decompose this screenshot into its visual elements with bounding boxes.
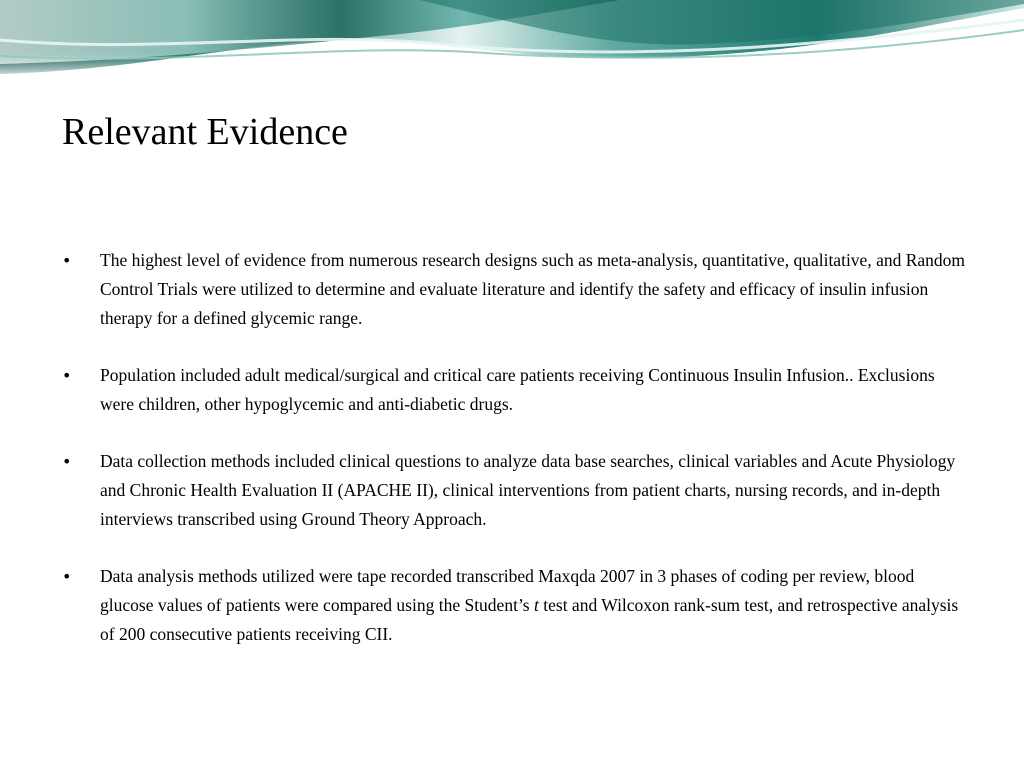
bullet-text-italic: t bbox=[534, 595, 539, 615]
bullet-text: Population included adult medical/surgical and critical care patients receiving Continuous Insulin Infusion.. Exclusions were children, other hypoglycemic and anti-diabetic drugs. bbox=[100, 365, 935, 414]
bullet-icon: • bbox=[62, 452, 72, 471]
slide-title: Relevant Evidence bbox=[62, 111, 348, 153]
bullet-item-evidence-level bbox=[62, 246, 967, 333]
bullet-list bbox=[62, 246, 967, 677]
bullet-text-part: test and Wilcoxon rank-sum test, and retrospective analysis of 200 consecutive patients receiving CII. bbox=[100, 595, 959, 644]
bullet-text: The highest level of evidence from numerous research designs such as meta-analysis, quantitative, qualitative, and Random Control Trials were utilized to determine and evaluate literature and identify the safety and efficacy of insulin infusion therapy for a defined glycemic range. bbox=[100, 250, 966, 328]
bullet-icon: • bbox=[62, 567, 72, 586]
bullet-item-data-analysis bbox=[62, 562, 967, 649]
bullet-text-part: Data analysis methods utilized were tape recorded transcribed Maxqda 2007 in 3 phases of coding per review, blood glucose values of patients were compared using the Student’s bbox=[100, 566, 915, 615]
bullet-icon: • bbox=[62, 251, 72, 270]
header-wave-decoration bbox=[0, 0, 1024, 80]
bullet-item-data-collection bbox=[62, 447, 967, 534]
bullet-text bbox=[100, 562, 967, 649]
bullet-text: Data collection methods included clinical questions to analyze data base searches, clinical variables and Acute Physiology and Chronic Health Evaluation II (APACHE II), clinical interventions from patient charts, nursing records, and in-depth interviews transcribed using Ground Theory Approach. bbox=[100, 451, 956, 529]
bullet-item-population bbox=[62, 361, 967, 419]
bullet-icon: • bbox=[62, 366, 72, 385]
